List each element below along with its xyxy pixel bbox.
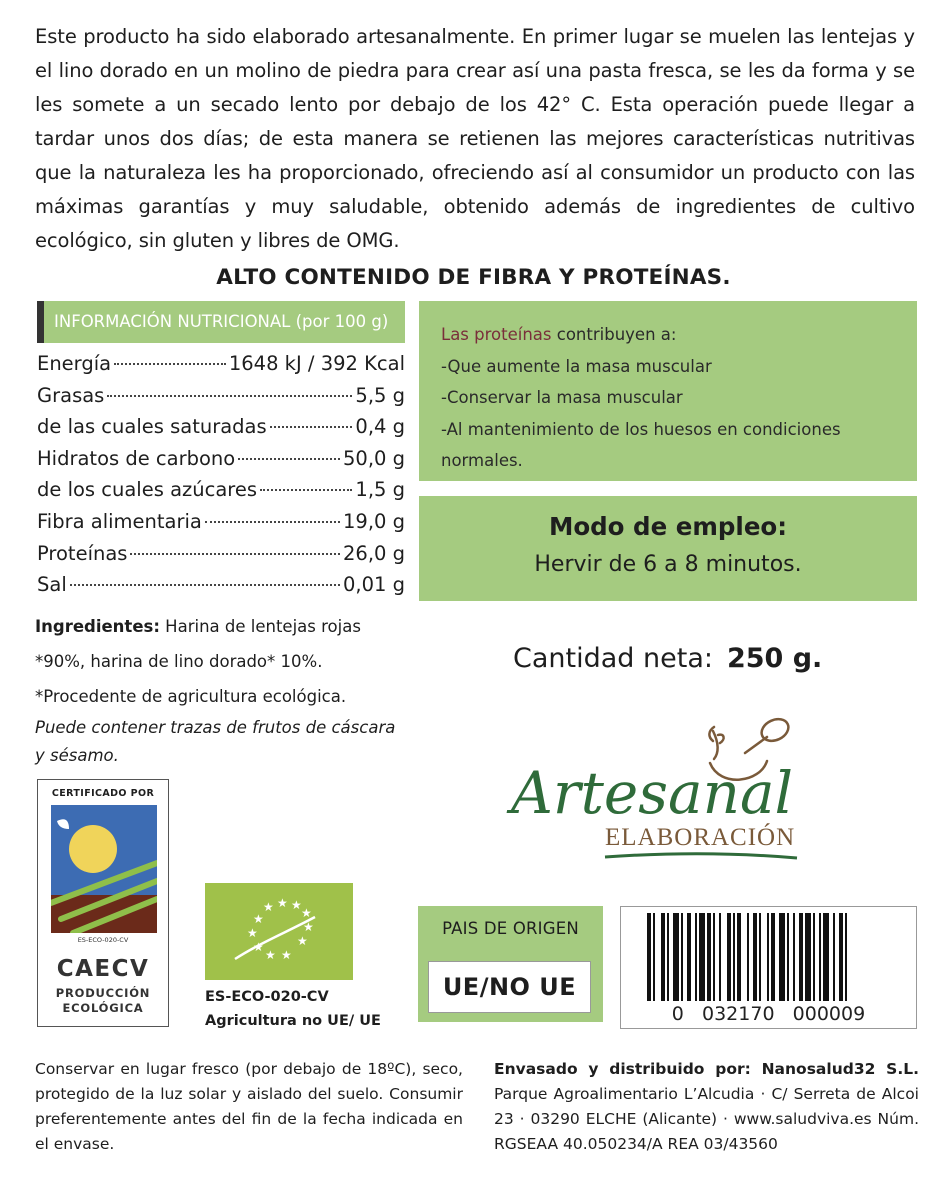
ingredients-note: *Procedente de agricultura ecológica. (35, 687, 347, 706)
svg-text:★: ★ (247, 926, 258, 940)
net-quantity-label: Cantidad neta: (513, 643, 713, 674)
eu-organic-code: ES-ECO-020-CV (205, 989, 329, 1005)
nutrition-value: 1648 kJ / 392 Kcal (228, 352, 405, 375)
distributor-info (494, 1057, 919, 1157)
nutrition-value: 50,0 g (343, 446, 405, 470)
barcode-digits: 0 032170 000009 (671, 1003, 866, 1025)
artesanal-logo (505, 713, 810, 863)
ingredients-label: Ingredientes: (35, 617, 160, 636)
nutrition-table (37, 352, 405, 605)
caecv-certification-logo (37, 779, 169, 1027)
net-quantity (513, 643, 822, 674)
eu-organic-text (205, 985, 381, 1033)
nutrition-label: Hidratos de carbono (37, 446, 236, 470)
caecv-certified-label: CERTIFICADO POR (51, 788, 155, 799)
usage-text: Hervir de 6 a 8 minutos. (534, 552, 802, 577)
svg-text:★: ★ (303, 920, 314, 934)
caecv-code: ES-ECO-020-CV (77, 936, 129, 944)
nutrition-row (37, 510, 405, 542)
nutrition-label: de las cuales saturadas (37, 415, 267, 439)
ingredients-block (35, 609, 405, 770)
caecv-production-label (38, 986, 168, 1016)
nutrition-value: 0,4 g (355, 415, 405, 439)
nutrition-label: Energía (37, 352, 112, 375)
nutrition-value: 19,0 g (343, 509, 405, 533)
nutrition-value: 1,5 g (355, 478, 405, 502)
protein-lead-rest: contribuyen a: (551, 325, 677, 344)
protein-item: -Al mantenimiento de los huesos en condiciones normales. (441, 419, 841, 470)
nutrition-value: 5,5 g (355, 383, 405, 407)
svg-text:★: ★ (277, 896, 288, 910)
nutrition-row (37, 415, 405, 447)
svg-text:★: ★ (253, 912, 264, 926)
svg-text:★: ★ (253, 940, 264, 954)
nutrition-row (37, 384, 405, 416)
protein-item: -Conservar la masa muscular (441, 388, 683, 407)
svg-text:★: ★ (265, 948, 276, 962)
caecv-line2: ECOLÓGICA (62, 1001, 144, 1015)
allergen-note: Puede contener trazas de frutos de cáscara y sésamo. (35, 718, 396, 765)
nutrition-row (37, 573, 405, 605)
headline: ALTO CONTENIDO DE FIBRA Y PROTEÍNAS. (216, 265, 731, 290)
origin-label: PAIS DE ORIGEN (442, 919, 579, 938)
logo-script: Artesanal (511, 759, 794, 827)
country-of-origin-panel (418, 906, 603, 1022)
svg-text:★: ★ (281, 948, 292, 962)
product-description: Este producto ha sido elaborado artesanalmente. En primer lugar se muelen las lentejas y el lino dorado en un molino de piedra para crear así una pasta fresca, se les da forma y se les somete a un secado lento por debajo de los 42° C. Esta operación puede llegar a tardar unos dos días; de esta manera se retienen las mejores características nutritivas que la naturaleza les ha proporcionado, ofreciendo así al consumidor un producto con las máximas garantías y muy saludable, obtenido además de ingredientes de cultivo ecológico, sin gluten y libres de OMG. (35, 25, 915, 252)
distributor-address: Parque Agroalimentario L’Alcudia · C/ Serreta de Alcoi 23 · 03290 ELCHE (Alicante) · www.saludviva.es Núm. RGSEAA 40.050234/A REA 03/43560 (494, 1085, 919, 1153)
ingredients-list: Harina de lentejas rojas *90%, harina de lino dorado* 10%. (35, 617, 361, 671)
barcode (620, 906, 917, 1029)
caecv-emblem-icon (51, 805, 157, 933)
nutrition-row (37, 447, 405, 479)
eu-organic-leaf-logo (205, 883, 353, 980)
nutrition-label: de los cuales azúcares (37, 478, 258, 502)
protein-lead: Las proteínas (441, 325, 552, 344)
nutrition-label: Proteínas (37, 541, 128, 565)
eu-organic-origin: Agricultura no UE/ UE (205, 1013, 381, 1029)
nutrition-row (37, 542, 405, 574)
caecv-name: CAECV (56, 956, 150, 982)
ingredients-text (35, 609, 405, 679)
nutrition-value: 0,01 g (343, 573, 405, 597)
caecv-line1: PRODUCCIÓN (55, 986, 151, 1000)
nutrition-header: INFORMACIÓN NUTRICIONAL (por 100 g) (37, 301, 405, 343)
nutrition-row (37, 352, 405, 384)
barcode-bars-icon (647, 913, 899, 1001)
origin-value: UE/NO UE (428, 961, 591, 1013)
svg-text:★: ★ (263, 900, 274, 914)
nutrition-value: 26,0 g (343, 541, 405, 565)
protein-intro (441, 319, 895, 351)
nutrition-row (37, 478, 405, 510)
usage-panel (419, 496, 917, 601)
usage-title: Modo de empleo: (548, 512, 788, 541)
storage-instructions: Conservar en lugar fresco (por debajo de 18ºC), seco, protegido de la luz solar y aislado del suelo. Consumir preferentemente antes del fin de la fecha indicada en el envase. (35, 1060, 463, 1153)
protein-benefits-panel (419, 301, 917, 481)
nutrition-label: Grasas (37, 383, 105, 407)
distributor-label: Envasado y distribuido por: Nanosalud32 S.L. (494, 1060, 919, 1078)
svg-text:★: ★ (291, 898, 302, 912)
logo-subtitle: ELABORACIÓN (605, 824, 796, 851)
net-quantity-value: 250 g. (726, 643, 823, 674)
protein-item: -Que aumente la masa muscular (441, 356, 712, 376)
nutrition-label: Sal (37, 573, 67, 597)
svg-text:★: ★ (297, 934, 308, 948)
svg-text:★: ★ (301, 906, 312, 920)
nutrition-label: Fibra alimentaria (37, 509, 202, 533)
